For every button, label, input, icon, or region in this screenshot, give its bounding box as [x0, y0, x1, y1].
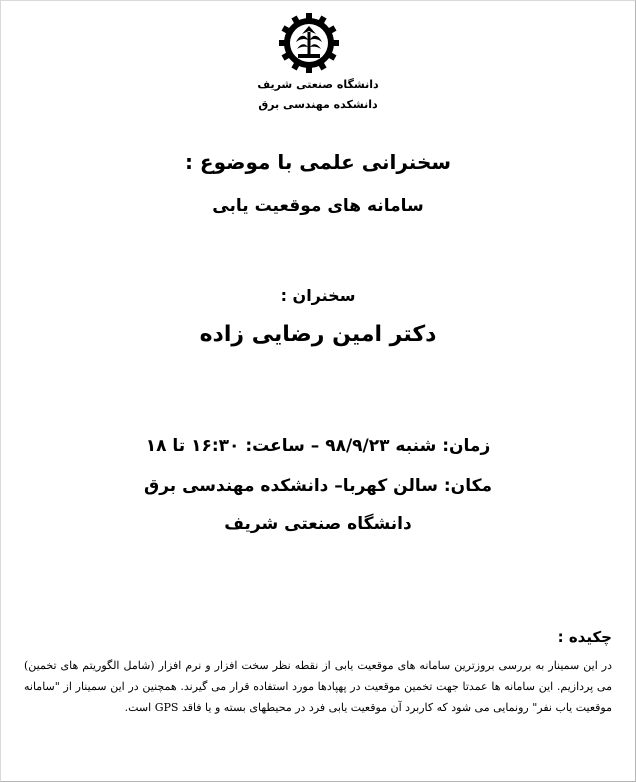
abstract-heading: چکیده : [557, 628, 612, 646]
event-time: زمان: شنبه ۹۸/۹/۲۳ – ساعت: ۱۶:۳۰ تا ۱۸ [145, 436, 491, 456]
event-place-university: دانشگاه صنعتی شریف [224, 514, 412, 534]
event-place: مکان: سالن کهربا– دانشکده مهندسی برق [144, 476, 492, 496]
sharif-university-gear-emblem-icon [278, 12, 340, 74]
faculty-name: دانشکده مهندسی برق [258, 98, 378, 111]
abstract-text: در این سمینار به بررسی بروزترین سامانه های موقعیت یابی از نقطه نظر سخت افزار و نرم افزار (شامل الگوریتم های تخمین) می پردازیم. این سامانه ها عمدتا جهت تخمین موقعیت در پهپادها مورد استفاده قرار می گیرند. همچنین در این سمینار از "سامانه موقعیت یاب نفر" رونمایی می شود که کاربرد آن موقعیت یابی فرد در محیطهای بسته و یا فاقد GPS است. [24, 659, 612, 714]
speaker-heading: سخنران : [280, 286, 356, 305]
university-name: دانشگاه صنعتی شریف [257, 78, 379, 91]
talk-heading: سخنرانی علمی با موضوع : [184, 150, 452, 174]
talk-topic: سامانه های موقعیت یابی [212, 196, 424, 216]
speaker-name: دکتر امین رضایی زاده [199, 322, 437, 347]
